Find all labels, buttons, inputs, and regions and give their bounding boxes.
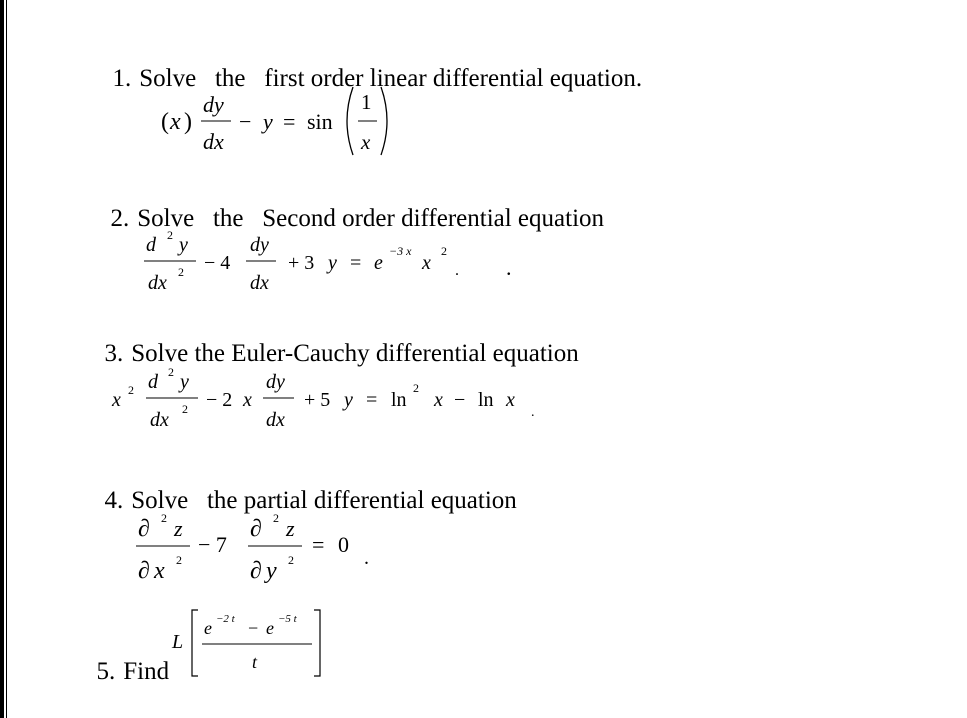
eq2-minus4: − 4: [204, 252, 231, 274]
eq1-y: y: [263, 109, 273, 134]
big-paren-right: [381, 87, 387, 155]
eq2-dy: dy: [250, 234, 269, 256]
eq3-xsup: 2: [128, 383, 134, 397]
equation-4: [132, 508, 392, 586]
eq5-e2: e: [266, 618, 274, 638]
eq5-t: t: [252, 652, 258, 672]
question-text: Solve the Second order differential equation: [137, 205, 605, 232]
eq5-exp1: −2 t: [216, 613, 235, 625]
eq4-x: x: [154, 558, 165, 584]
question-3: [92, 316, 579, 366]
eq3-dxsup: 2: [182, 402, 188, 416]
big-paren-left: [347, 87, 353, 155]
question-number: 1.: [112, 65, 132, 92]
eq3-yv: y: [344, 389, 353, 411]
question-1: [100, 41, 642, 91]
eq2-yv: y: [328, 252, 337, 274]
eq1-minus: −: [239, 109, 252, 134]
question-text: Solve the first order linear differential equation.: [139, 65, 643, 92]
eq3-dx2: dx: [266, 409, 285, 431]
eq4-y: y: [266, 558, 277, 584]
question-number: 5.: [96, 658, 116, 685]
bracket-left: [192, 610, 198, 676]
question-text: Solve the partial differential equation: [131, 487, 517, 514]
eq3-d: d: [148, 371, 158, 393]
eq2-xsup: 2: [441, 244, 447, 258]
eq3-dsup: 2: [168, 365, 174, 379]
eq3-y: y: [180, 371, 189, 393]
eq3-ln: ln: [391, 389, 407, 411]
eq4-z: z: [174, 516, 183, 541]
eq1-dy: dy: [203, 92, 224, 117]
eq1-den: x: [361, 130, 371, 154]
question-2: [98, 181, 604, 231]
eq4-partial2: ∂: [138, 558, 150, 584]
equation-3: [108, 362, 548, 434]
eq2-x: x: [422, 252, 431, 274]
equation-2: [140, 225, 530, 295]
eq4-zero: 0: [338, 532, 349, 557]
eq3-dot: .: [531, 405, 535, 420]
eq3-plus5: + 5: [304, 389, 331, 411]
eq2-e: e: [374, 252, 383, 274]
question-text: Solve the Euler-Cauchy differential equation: [131, 340, 579, 367]
eq2-dx: dx: [148, 272, 167, 294]
eq4-z2: z: [286, 516, 295, 541]
eq4-sup: 2: [161, 511, 167, 525]
eq3-lnsup: 2: [413, 381, 419, 395]
eq4-partial3: ∂: [250, 516, 262, 542]
eq3-dx: dx: [150, 409, 169, 431]
paren-open: (: [161, 109, 169, 135]
eq2-y: y: [179, 234, 188, 256]
question-text: Find: [123, 658, 170, 685]
eq5-L: L: [172, 631, 184, 653]
eq2-dot2: .: [506, 255, 512, 280]
eq2-dot: .: [455, 262, 459, 279]
left-edge-bar: [0, 0, 4, 718]
eq4-partial4: ∂: [250, 558, 262, 584]
eq3-xv: x: [243, 389, 252, 411]
eq4-eq: =: [312, 532, 325, 557]
eq5-e: e: [204, 618, 212, 638]
eq3-eq: =: [366, 389, 378, 411]
eq1-dx: dx: [203, 129, 224, 154]
eq1-x: x: [170, 109, 181, 135]
left-edge-line: [6, 0, 7, 718]
question-number: 2.: [110, 205, 130, 232]
question-4: [92, 463, 517, 513]
eq5-exp2: −5 t: [278, 613, 297, 625]
eq4-xsup: 2: [176, 553, 182, 567]
eq2-plus3: + 3: [288, 252, 315, 274]
question-5: [84, 634, 169, 684]
eq3-x2: x: [434, 389, 443, 411]
eq4-minus7: − 7: [198, 532, 227, 557]
eq3-minus: −: [454, 389, 466, 411]
eq2-d: d: [146, 234, 156, 256]
eq2-sup: 2: [167, 228, 173, 242]
equation-5: [168, 606, 338, 680]
eq2-eq: =: [350, 252, 362, 274]
question-number: 3.: [104, 340, 124, 367]
eq4-dot: .: [364, 547, 369, 569]
eq4-partial: ∂: [138, 516, 150, 542]
paren-close: ): [184, 109, 192, 135]
eq3-minus2: − 2: [206, 389, 233, 411]
eq5-minus: −: [248, 618, 259, 638]
eq3-x3: x: [506, 389, 515, 411]
question-number: 4.: [104, 487, 124, 514]
eq2-exp: −3 x: [389, 244, 412, 258]
eq2-dx2: dx: [250, 272, 269, 294]
equation-1: [155, 85, 405, 160]
eq2-sup2: 2: [178, 265, 184, 279]
eq3-x: x: [112, 389, 121, 411]
eq3-ln2: ln: [478, 389, 494, 411]
eq1-eq: =: [283, 109, 296, 134]
eq4-ysup: 2: [288, 553, 294, 567]
eq3-dy: dy: [266, 371, 285, 393]
eq1-sin: sin: [307, 109, 333, 134]
eq4-sup2: 2: [273, 511, 279, 525]
eq1-one: 1: [361, 90, 372, 114]
bracket-right: [314, 610, 320, 676]
